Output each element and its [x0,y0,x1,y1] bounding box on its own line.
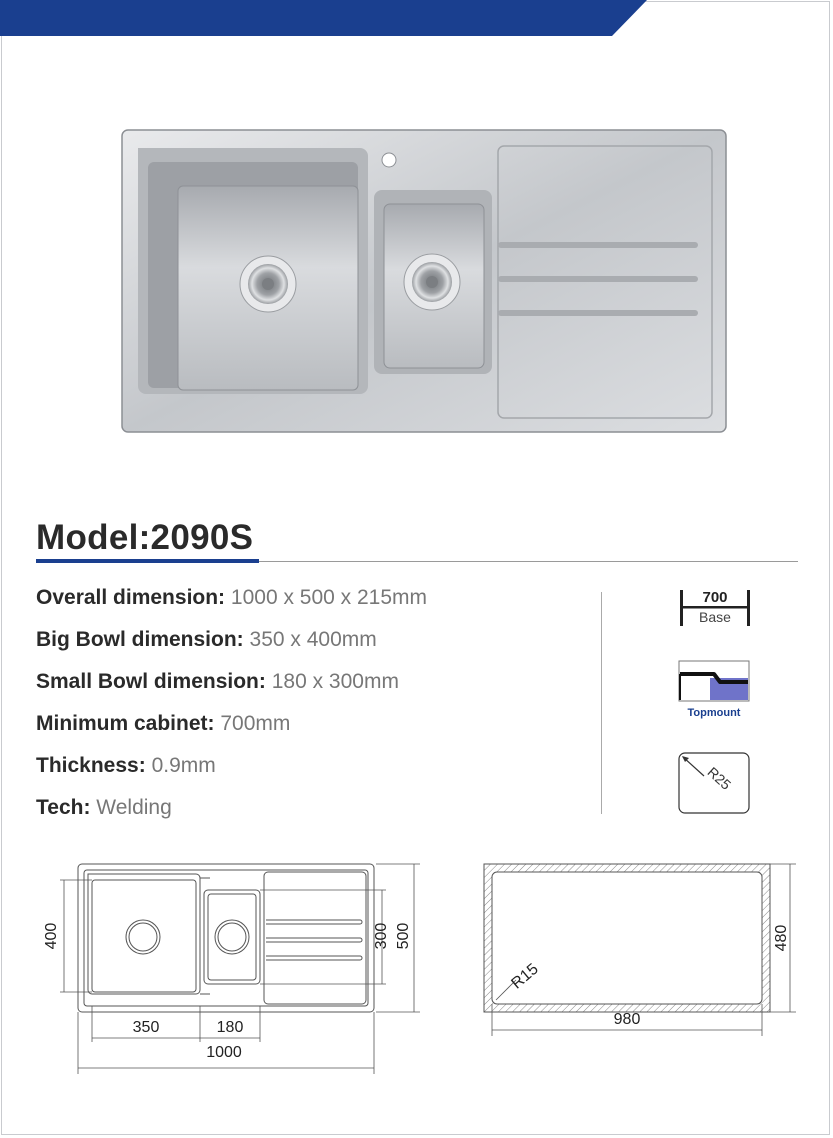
dim-overall-width: 1000 [206,1044,242,1061]
spec-value: 350 x 400mm [249,628,377,651]
spec-label: Small Bowl dimension: [36,670,266,693]
spec-tech [36,796,596,838]
dim-big-bowl-height: 400 [43,922,60,950]
cutout-drawing [470,856,810,1046]
spec-label: Minimum cabinet: [36,712,215,735]
vertical-divider [601,592,602,814]
spec-overall-dimension [36,586,596,628]
spec-value: 1000 x 500 x 215mm [230,586,428,609]
dim-big-bowl-width: 350 [132,1019,160,1036]
spec-label: Big Bowl dimension: [36,628,244,651]
header-banner [0,0,833,40]
spec-minimum-cabinet [36,712,596,754]
spec-thickness [36,754,596,796]
spec-value: 180 x 300mm [271,670,399,693]
radius-label: R25 [704,763,735,793]
cabinet-base-icon [678,586,752,628]
base-label: Base [699,609,731,625]
spec-big-bowl-dimension [36,628,596,670]
model-title: Model:2090S [36,518,254,557]
spec-list [36,586,596,838]
topmount-icon [678,660,750,722]
dim-overall-height: 500 [395,922,412,950]
dim-small-bowl-height: 300 [373,922,390,950]
spec-small-bowl-dimension [36,670,596,712]
title-accent-bar [36,559,259,563]
dim-cutout-width: 980 [613,1011,641,1028]
corner-radius-icon [678,752,750,814]
spec-label: Thickness: [36,754,146,777]
spec-value: 0.9mm [151,754,216,777]
sink-product-image [118,126,730,438]
top-view-drawing [36,856,426,1078]
base-value: 700 [702,589,728,606]
spec-value: 700mm [220,712,291,735]
spec-value: Welding [96,796,172,819]
spec-label: Overall dimension: [36,586,226,609]
topmount-label: Topmount [687,707,741,719]
dim-cutout-radius: R15 [508,960,542,993]
spec-label: Tech: [36,796,91,819]
dim-small-bowl-width: 180 [216,1019,244,1036]
dim-cutout-height: 480 [773,924,790,952]
